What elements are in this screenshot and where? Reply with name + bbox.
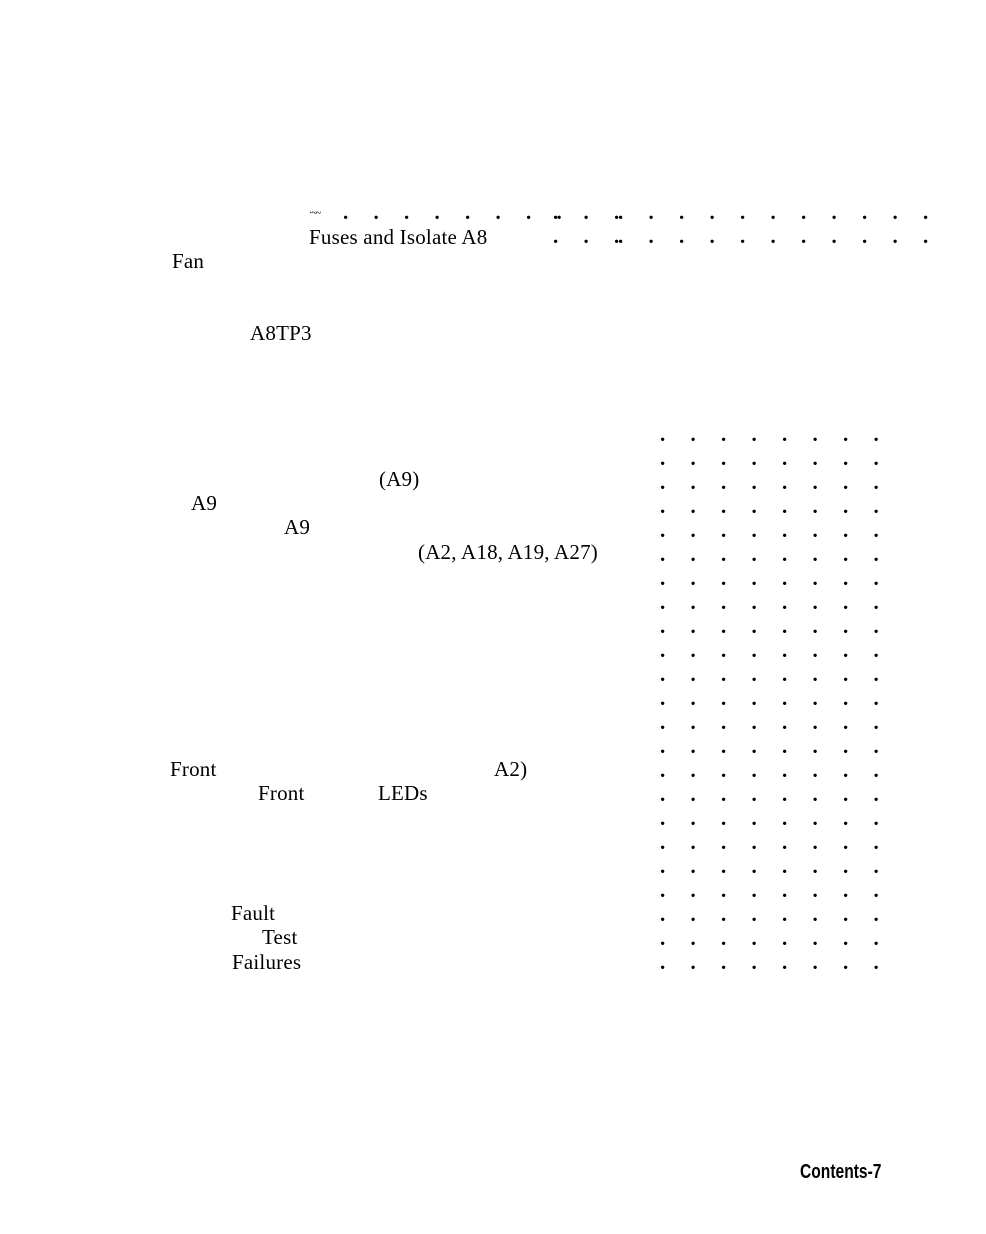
leader-dots: . . . . . . . . bbox=[660, 758, 889, 782]
toc-entry-text: A9 bbox=[191, 491, 218, 515]
leader-dots: . . . . . . . . bbox=[660, 446, 889, 470]
leader-dots: . . . bbox=[553, 200, 630, 224]
toc-entry-text: A9 bbox=[284, 515, 311, 539]
leader-dots: . . . . . . . . bbox=[660, 950, 889, 974]
toc-entry-text: LEDs bbox=[378, 781, 428, 805]
leader-dots: . . . . . . . . bbox=[343, 200, 572, 224]
leader-dots: . . . . . . . . bbox=[660, 782, 889, 806]
leader-dots: . . . . . . . . bbox=[660, 638, 889, 662]
leader-dots: . . . . . . . . bbox=[660, 542, 889, 566]
leader-dots: . . . . . . . . bbox=[660, 470, 889, 494]
leader-dots: . . . . . . . . bbox=[660, 566, 889, 590]
leader-dots: . . . . . . . . bbox=[660, 734, 889, 758]
toc-entry-text: Front bbox=[170, 757, 217, 781]
leader-dots: . . . . . . . . bbox=[660, 926, 889, 950]
leader-dots: . . . . . . . . bbox=[660, 614, 889, 638]
leader-fragment: ·~~ bbox=[309, 208, 321, 219]
leader-dots: . . . . . . . . bbox=[660, 806, 889, 830]
toc-entry-text: (A9) bbox=[379, 467, 420, 491]
leader-dots: . . . . . . . . bbox=[660, 830, 889, 854]
leader-dots: . . . . . . . . bbox=[660, 662, 889, 686]
leader-dots: . . . . . . . . bbox=[660, 590, 889, 614]
leader-dots: . . . . . . . . . . . bbox=[618, 224, 939, 248]
toc-entry-text: Fuses and Isolate A8 bbox=[309, 225, 488, 249]
page-number: Contents-7 bbox=[800, 1161, 882, 1183]
leader-dots: . . . bbox=[553, 224, 630, 248]
leader-dots: . . . . . . . . bbox=[660, 710, 889, 734]
toc-entry-text: Front bbox=[258, 781, 305, 805]
leader-dots: . . . . . . . . bbox=[660, 518, 889, 542]
leader-dots: . . . . . . . . bbox=[660, 686, 889, 710]
leader-dots: . . . . . . . . bbox=[660, 494, 889, 518]
leader-dots: . . . . . . . . bbox=[660, 878, 889, 902]
leader-dots: . . . . . . . . . . . bbox=[618, 200, 939, 224]
leader-dots: . . . . . . . . bbox=[660, 854, 889, 878]
toc-entry-text: Test bbox=[262, 925, 298, 949]
leader-dots: . . . . . . . . bbox=[660, 902, 889, 926]
leader-dots: . . . . . . . . bbox=[660, 422, 889, 446]
toc-entry-text: (A2, A18, A19, A27) bbox=[418, 540, 598, 564]
toc-entry-text: A8TP3 bbox=[250, 321, 312, 345]
toc-entry-text: A2) bbox=[494, 757, 528, 781]
toc-entry-text: Failures bbox=[232, 950, 302, 974]
toc-entry-text: Fault bbox=[231, 901, 276, 925]
toc-entry-text: Fan bbox=[172, 249, 205, 273]
